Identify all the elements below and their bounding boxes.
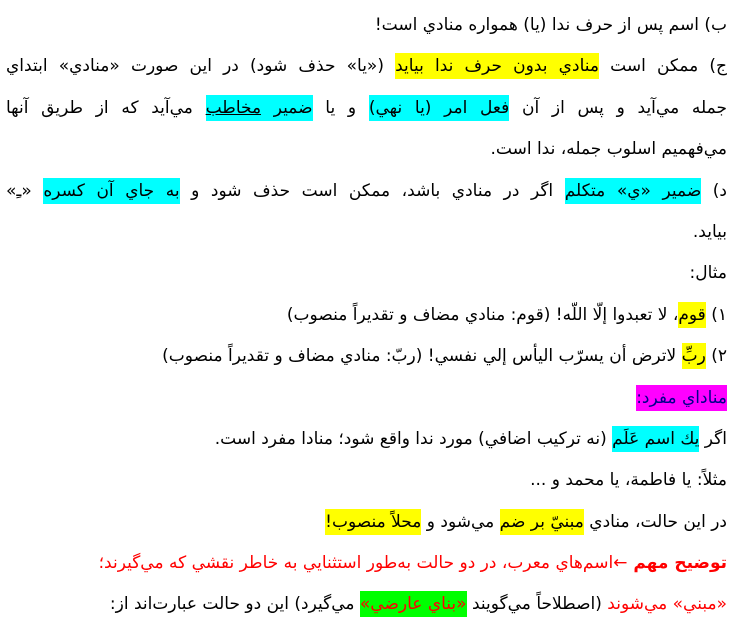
highlighted-text-segment: «بناي عارضي»: [360, 591, 467, 617]
text-segment: ←اسم‌هاي معرب، در دو حالت به‌طور استثنايي به خاطر نقشي كه مي‌گيرند؛: [98, 553, 628, 574]
text-segment: لاترض أن يسرّب اليأس إلي نفسي! (ربّ: منادي مضاف و تقديراً منصوب): [162, 346, 682, 367]
text-line: [6, 5, 727, 46]
text-segment: جمله مي‌آيد و پس از آن: [509, 97, 727, 118]
text-segment: (نه تركيب اضافي) مورد ندا واقع شود؛ منادا مفرد است.: [214, 428, 613, 449]
text-segment: ج) ممكن است: [598, 56, 727, 77]
text-line: [6, 129, 727, 170]
text-segment: ب) اسم پس از حرف ندا (يا) همواره منادي است!: [374, 15, 727, 35]
text-segment: «مبني» مي‌شوند: [607, 594, 727, 615]
document-body: [6, 5, 727, 626]
text-line: [6, 336, 727, 377]
text-segment: ۲): [705, 346, 727, 367]
text-segment: (اصطلاحاً مي‌گويند: [466, 594, 608, 615]
text-line: [6, 171, 727, 212]
text-line: [6, 378, 727, 419]
highlighted-text-segment: ضمير: [261, 95, 312, 121]
highlighted-text-segment: منادي بدون حرف ندا بيايد: [395, 53, 599, 79]
text-line: [6, 584, 727, 625]
highlighted-text-segment: ضمير «ي» متكلم: [565, 178, 702, 204]
text-segment: در اين حالت، منادي: [583, 511, 727, 532]
text-segment: مي‌شود و: [421, 511, 500, 532]
text-segment: مي‌فهميم اسلوب جمله، ندا است.: [490, 139, 727, 160]
text-line: [6, 88, 727, 129]
text-segment: «ـِ»: [6, 180, 44, 201]
text-line: [6, 460, 727, 501]
text-line: [6, 212, 727, 253]
text-segment: بيايد.: [692, 221, 727, 242]
text-line: [6, 543, 727, 584]
text-segment: اگر: [699, 428, 727, 449]
text-line: [6, 253, 727, 294]
text-segment: مثال:: [689, 263, 727, 284]
text-segment: اگر در منادي باشد، ممكن است حذف شود و: [179, 180, 565, 201]
highlighted-text-segment: ربِّ: [682, 343, 706, 369]
text-segment: مي‌گيرد) اين دو حالت عبارت‌اند از:: [109, 594, 360, 615]
highlighted-text-segment: به جاي آن كسره: [43, 178, 179, 204]
text-segment: ۱): [705, 304, 727, 325]
text-segment: مثلاً: يا فاطمة، يا محمد و ...: [530, 470, 727, 491]
text-segment: د): [701, 180, 727, 201]
highlighted-text-segment: مخاطب: [206, 95, 261, 121]
highlighted-text-segment: مناداي مفرد:: [636, 385, 727, 411]
text-line: [6, 502, 727, 543]
highlighted-text-segment: يك اسم عَلَم: [612, 426, 699, 452]
highlighted-text-segment: قوم: [678, 302, 705, 328]
highlighted-text-segment: فعل امر (يا نهي): [369, 95, 509, 121]
text-line: [6, 46, 727, 87]
text-line: [6, 295, 727, 336]
text-segment: و يا: [312, 97, 369, 118]
text-segment: («يا» حذف شود) در اين صورت «منادي» ابتداي: [6, 56, 396, 77]
text-segment: مي‌آيد كه از طريق آنها: [6, 97, 206, 118]
highlighted-text-segment: محلاً منصوب!: [325, 509, 421, 535]
text-segment: توضيح مهم: [627, 553, 727, 574]
text-line: [6, 419, 727, 460]
highlighted-text-segment: مبنيّ بر ضم: [500, 509, 584, 535]
text-segment: ، لا تعبدوا إلّا اللّه! (قوم: منادي مضاف و تقديراً منصوب): [286, 304, 679, 325]
